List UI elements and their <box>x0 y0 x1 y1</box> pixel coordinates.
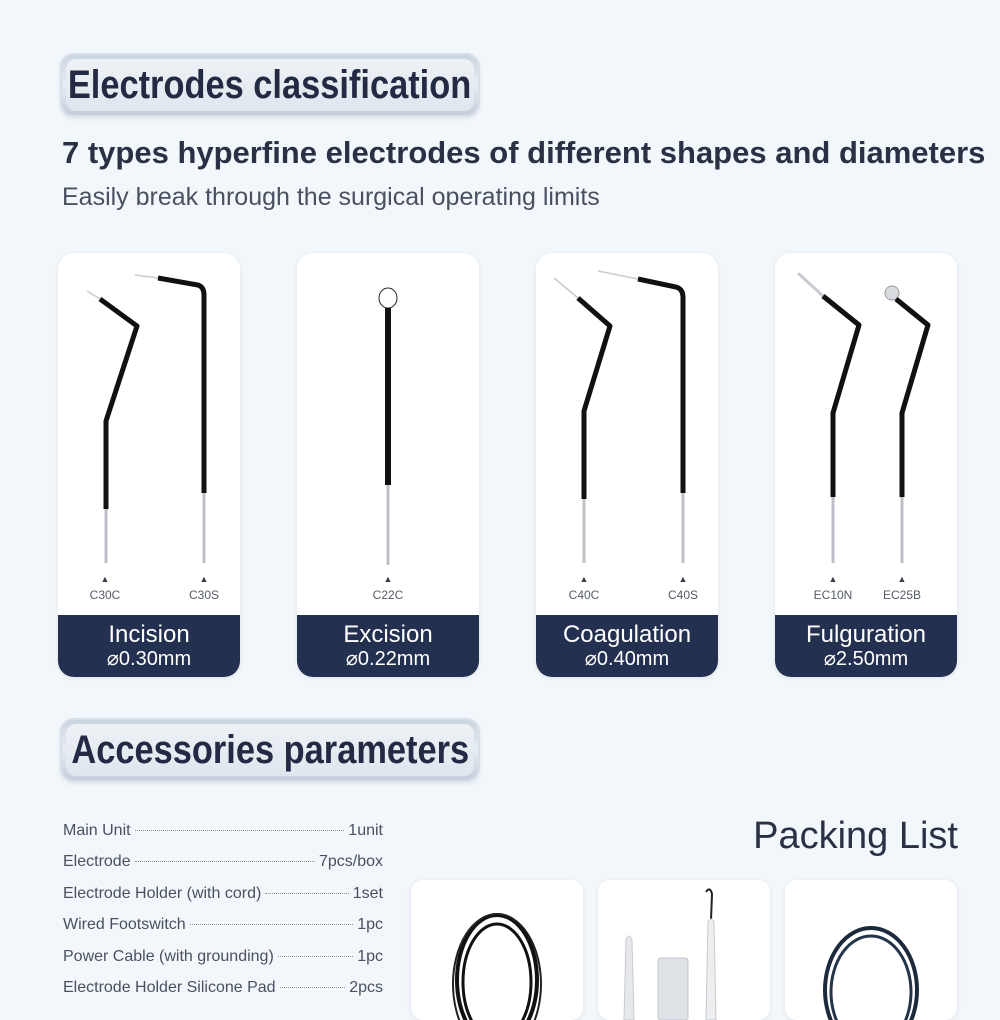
electrode-illustration-fulguration <box>775 253 957 613</box>
electrode-type-name: Coagulation <box>562 621 692 648</box>
pointer-triangle-icon: ▲ <box>199 574 209 584</box>
section-title-electrodes <box>60 53 480 117</box>
coiled-cord-icon <box>411 880 583 1020</box>
electrode-code-c30c <box>75 574 135 602</box>
electrode-code-label: C40C <box>568 588 600 602</box>
param-item: Main Unit <box>63 822 131 839</box>
leader-dots <box>135 861 315 862</box>
pointer-triangle-icon: ▲ <box>579 574 589 584</box>
electrode-type-name: Fulguration <box>805 621 927 648</box>
param-qty: 2pcs <box>349 978 383 996</box>
pointer-triangle-icon: ▲ <box>383 574 393 584</box>
electrode-code-c22c <box>358 574 418 602</box>
electrode-holder-icon <box>598 880 770 1020</box>
leader-dots <box>278 956 353 957</box>
pointer-triangle-icon: ▲ <box>828 574 838 584</box>
param-qty: 1pc <box>357 947 383 965</box>
electrode-code-label: C30S <box>188 588 220 602</box>
param-qty: 1pc <box>357 916 383 934</box>
list-item <box>63 885 383 916</box>
electrode-code-label: C30C <box>89 588 121 602</box>
electrode-code-ec25b <box>872 574 932 602</box>
list-item <box>63 822 383 853</box>
electrode-illustration-excision <box>297 253 479 613</box>
electrode-code-c40c <box>554 574 614 602</box>
card-footer <box>297 615 479 677</box>
pointer-triangle-icon: ▲ <box>678 574 688 584</box>
leader-dots <box>190 924 354 925</box>
electrode-card-incision <box>58 253 240 677</box>
electrode-diameter: ⌀0.40mm <box>584 648 670 670</box>
param-qty: 1unit <box>348 822 383 839</box>
section-title-frame <box>66 724 474 776</box>
packing-list-title: Packing List <box>753 815 958 857</box>
list-item <box>63 979 383 1010</box>
card-footer <box>775 615 957 677</box>
accessories-list <box>63 822 383 1010</box>
electrode-code-label: C40S <box>667 588 699 602</box>
leader-dots <box>135 830 345 831</box>
electrode-code-ec10n <box>803 574 863 602</box>
electrode-type-name: Excision <box>343 621 433 648</box>
card-footer <box>536 615 718 677</box>
param-item: Power Cable (with grounding) <box>63 947 274 965</box>
electrode-code-label: EC25B <box>882 588 922 602</box>
packing-item-holder <box>598 880 770 1020</box>
electrode-card-coagulation <box>536 253 718 677</box>
param-qty: 7pcs/box <box>318 853 383 871</box>
electrode-card-excision <box>297 253 479 677</box>
section-title-text: Accessories parameters <box>71 727 469 772</box>
param-qty: 1set <box>352 884 383 902</box>
electrode-diameter: ⌀2.50mm <box>823 648 909 670</box>
packing-item-cable <box>785 880 957 1020</box>
electrode-code-c40s <box>653 574 713 602</box>
electrode-type-name: Incision <box>108 621 190 648</box>
headline: 7 types hyperfine electrodes of different shapes and diameters <box>62 135 986 170</box>
list-item <box>63 853 383 884</box>
electrode-diameter: ⌀0.22mm <box>345 648 431 670</box>
electrode-code-label: C22C <box>372 588 404 602</box>
electrode-card-fulguration <box>775 253 957 677</box>
param-item: Electrode Holder (with cord) <box>63 884 262 902</box>
pointer-triangle-icon: ▲ <box>897 574 907 584</box>
section-title-frame <box>66 59 474 111</box>
leader-dots <box>265 893 348 894</box>
subline: Easily break through the surgical operating limits <box>62 183 600 211</box>
electrode-illustration-coagulation <box>536 253 718 613</box>
electrode-diameter: ⌀0.30mm <box>106 648 192 670</box>
electrode-code-c30s <box>174 574 234 602</box>
param-item: Electrode Holder Silicone Pad <box>63 978 276 996</box>
packing-item-cord <box>411 880 583 1020</box>
section-title-accessories <box>60 718 480 782</box>
param-item: Wired Footswitch <box>63 916 186 934</box>
leader-dots <box>280 987 346 988</box>
card-footer <box>58 615 240 677</box>
list-item <box>63 948 383 979</box>
section-title-text: Electrodes classification <box>68 62 472 107</box>
electrode-illustration-incision <box>58 253 240 613</box>
electrode-code-label: EC10N <box>813 588 853 602</box>
power-cable-icon <box>785 880 957 1020</box>
list-item <box>63 916 383 947</box>
pointer-triangle-icon: ▲ <box>100 574 110 584</box>
param-item: Electrode <box>63 853 131 871</box>
